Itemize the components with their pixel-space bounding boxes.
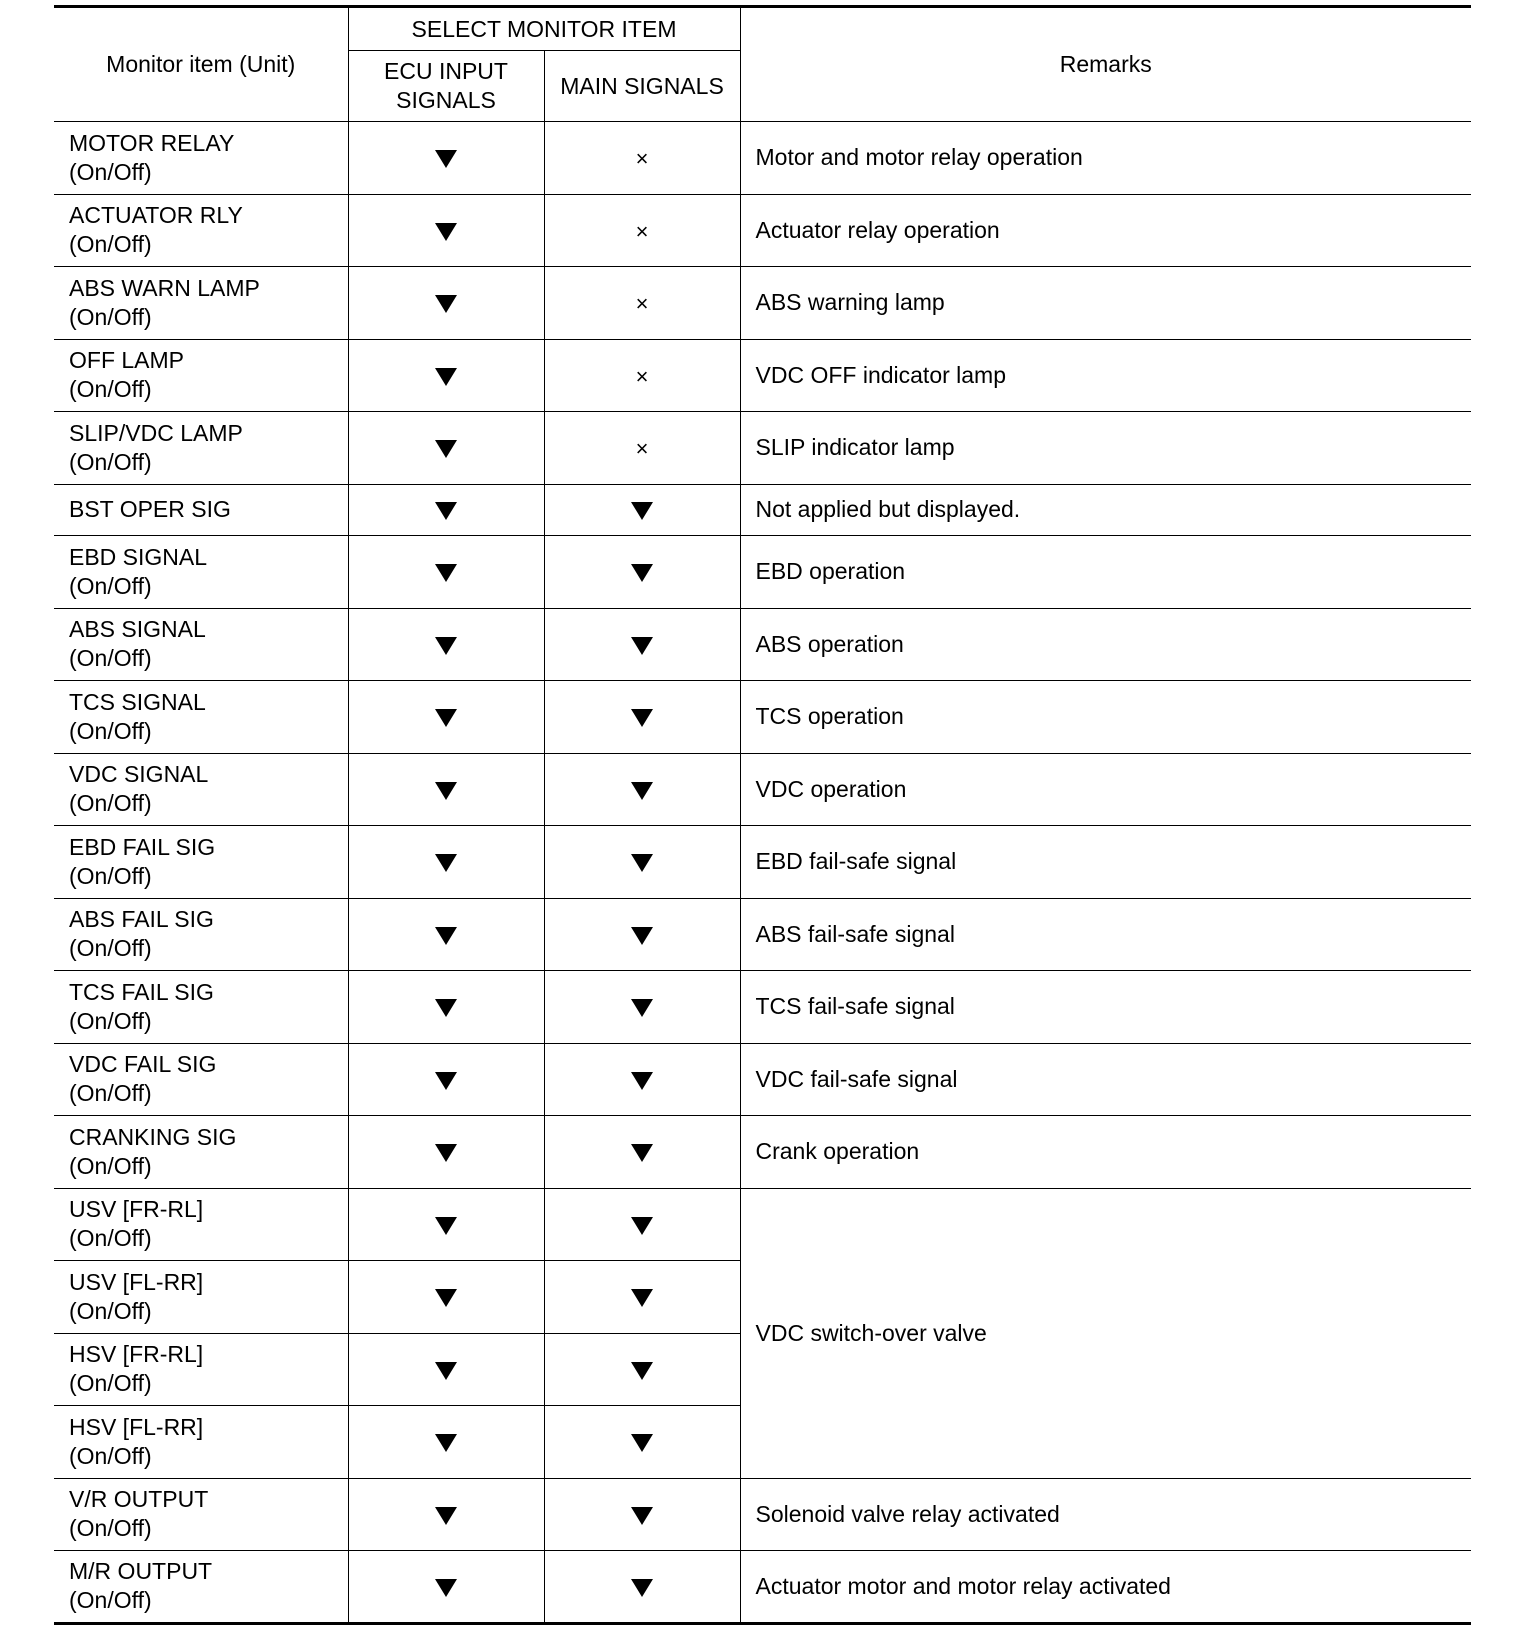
monitor-item-name: USV [FL-RR] [69, 1268, 204, 1295]
ecu-input-mark-cell [348, 412, 544, 485]
ecu-input-mark-cell [348, 1116, 544, 1189]
ecu-input-mark-cell [348, 1043, 544, 1116]
table-row [54, 971, 1471, 1044]
main-signals-mark-cell [544, 1551, 740, 1624]
ecu-input-mark-selected-icon [435, 854, 457, 872]
main-signals-mark-selected-icon [631, 1144, 653, 1162]
monitor-item-name: ABS WARN LAMP [69, 274, 260, 301]
main-signals-mark-selected-icon [631, 709, 653, 727]
ecu-input-mark-selected-icon [435, 368, 457, 386]
ecu-input-mark-cell [348, 339, 544, 412]
monitor-item-cell [54, 1188, 348, 1261]
monitor-item-cell [54, 1478, 348, 1551]
monitor-item-unit: (On/Off) [69, 448, 152, 475]
main-signals-mark-selected-icon [631, 854, 653, 872]
remarks-cell: Actuator relay operation [740, 194, 1471, 267]
monitor-item-name: MOTOR RELAY [69, 129, 235, 156]
table-row [54, 412, 1471, 485]
monitor-item-cell [54, 339, 348, 412]
monitor-item-unit: (On/Off) [69, 645, 152, 672]
main-signals-mark-selected-icon [631, 782, 653, 800]
table-row [54, 267, 1471, 340]
remarks-cell: Actuator motor and motor relay activated [740, 1551, 1471, 1624]
main-signals-mark-cell [544, 1116, 740, 1189]
table-row [54, 753, 1471, 826]
monitor-item-cell [54, 826, 348, 899]
header-ecu-input-signals [348, 51, 544, 122]
ecu-input-mark-cell [348, 194, 544, 267]
ecu-input-mark-cell [348, 971, 544, 1044]
monitor-item-name: ABS SIGNAL [69, 616, 206, 643]
ecu-input-mark-selected-icon [435, 1507, 457, 1525]
monitor-item-cell [54, 753, 348, 826]
remarks-cell: Not applied but displayed. [740, 484, 1471, 536]
monitor-item-cell [54, 971, 348, 1044]
monitor-item-name: TCS SIGNAL [69, 688, 206, 715]
ecu-input-mark-selected-icon [435, 223, 457, 241]
ecu-input-mark-cell [348, 1478, 544, 1551]
monitor-item-cell [54, 1116, 348, 1189]
main-signals-mark-cell [544, 122, 740, 195]
ecu-input-mark-selected-icon [435, 999, 457, 1017]
remarks-cell: VDC OFF indicator lamp [740, 339, 1471, 412]
main-signals-mark-cell [544, 826, 740, 899]
ecu-input-mark-selected-icon [435, 502, 457, 520]
monitor-item-unit: (On/Off) [69, 1442, 152, 1469]
ecu-input-mark-cell [348, 898, 544, 971]
ecu-input-mark-selected-icon [435, 295, 457, 313]
ecu-input-mark-cell [348, 826, 544, 899]
monitor-item-cell [54, 484, 348, 536]
table-row [54, 1551, 1471, 1624]
main-signals-mark-selected-icon [631, 1434, 653, 1452]
ecu-input-mark-selected-icon [435, 440, 457, 458]
main-signals-mark-selected-icon [631, 1072, 653, 1090]
table-row [54, 194, 1471, 267]
remarks-cell: Solenoid valve relay activated [740, 1478, 1471, 1551]
remarks-cell: Motor and motor relay operation [740, 122, 1471, 195]
main-signals-mark-cell [544, 484, 740, 536]
ecu-input-mark-cell [348, 1188, 544, 1261]
remarks-cell: ABS fail-safe signal [740, 898, 1471, 971]
ecu-input-mark-selected-icon [435, 150, 457, 168]
ecu-input-mark-selected-icon [435, 1217, 457, 1235]
monitor-item-name: OFF LAMP [69, 347, 185, 374]
ecu-input-mark-cell [348, 1551, 544, 1624]
monitor-item-name: BST OPER SIG [69, 496, 231, 523]
monitor-item-name: V/R OUTPUT [69, 1486, 209, 1513]
table-row [54, 339, 1471, 412]
ecu-input-mark-selected-icon [435, 1434, 457, 1452]
ecu-input-mark-cell [348, 753, 544, 826]
monitor-item-unit: (On/Off) [69, 158, 152, 185]
ecu-input-mark-selected-icon [435, 1579, 457, 1597]
monitor-item-unit: (On/Off) [69, 1297, 152, 1324]
main-signals-mark-cell [544, 194, 740, 267]
ecu-input-mark-cell [348, 1406, 544, 1479]
remarks-cell: EBD operation [740, 536, 1471, 609]
monitor-item-unit: (On/Off) [69, 862, 152, 889]
table-row [54, 681, 1471, 754]
ecu-input-mark-cell [348, 1261, 544, 1334]
remarks-cell: VDC switch-over valve [740, 1188, 1471, 1478]
monitor-item-cell [54, 1261, 348, 1334]
ecu-input-mark-selected-icon [435, 1289, 457, 1307]
remarks-cell: ABS operation [740, 608, 1471, 681]
main-signals-mark-cell [544, 1478, 740, 1551]
ecu-input-mark-cell [348, 267, 544, 340]
main-signals-mark-cross-icon: × [635, 291, 649, 317]
monitor-item-cell [54, 1406, 348, 1479]
main-signals-mark-selected-icon [631, 637, 653, 655]
monitor-item-name: ABS FAIL SIG [69, 906, 214, 933]
table-row [54, 1478, 1471, 1551]
monitor-item-table [54, 5, 1471, 1625]
main-signals-mark-selected-icon [631, 927, 653, 945]
monitor-item-name: VDC FAIL SIG [69, 1051, 217, 1078]
main-signals-mark-cell [544, 753, 740, 826]
monitor-item-name: TCS FAIL SIG [69, 978, 214, 1005]
table-row [54, 1116, 1471, 1189]
main-signals-mark-selected-icon [631, 999, 653, 1017]
monitor-item-unit: (On/Off) [69, 1225, 152, 1252]
table-row [54, 122, 1471, 195]
main-signals-mark-selected-icon [631, 1217, 653, 1235]
table-body [54, 122, 1471, 1624]
ecu-input-mark-selected-icon [435, 564, 457, 582]
remarks-cell: ABS warning lamp [740, 267, 1471, 340]
monitor-item-cell [54, 1043, 348, 1116]
main-signals-mark-cell [544, 536, 740, 609]
monitor-item-cell [54, 536, 348, 609]
ecu-input-mark-selected-icon [435, 1362, 457, 1380]
main-signals-mark-cell [544, 608, 740, 681]
monitor-item-name: M/R OUTPUT [69, 1558, 213, 1585]
main-signals-mark-selected-icon [631, 1507, 653, 1525]
monitor-item-unit: (On/Off) [69, 1007, 152, 1034]
ecu-input-mark-cell [348, 1333, 544, 1406]
monitor-item-cell [54, 1551, 348, 1624]
main-signals-mark-cell [544, 1043, 740, 1116]
monitor-item-name: VDC SIGNAL [69, 761, 209, 788]
ecu-input-mark-cell [348, 536, 544, 609]
table-row [54, 536, 1471, 609]
main-signals-mark-cross-icon: × [635, 218, 649, 244]
monitor-item-name: HSV [FR-RL] [69, 1341, 204, 1368]
monitor-item-unit: (On/Off) [69, 717, 152, 744]
monitor-item-cell [54, 194, 348, 267]
monitor-item-name: SLIP/VDC LAMP [69, 419, 243, 446]
ecu-input-mark-cell [348, 608, 544, 681]
monitor-item-cell [54, 1333, 348, 1406]
monitor-item-name: HSV [FL-RR] [69, 1413, 204, 1440]
main-signals-mark-selected-icon [631, 1289, 653, 1307]
monitor-item-unit: (On/Off) [69, 231, 152, 258]
main-signals-mark-cell [544, 412, 740, 485]
monitor-item-unit: (On/Off) [69, 376, 152, 403]
table-row [54, 1188, 1471, 1261]
main-signals-mark-cell [544, 1188, 740, 1261]
main-signals-mark-selected-icon [631, 1579, 653, 1597]
main-signals-mark-cell [544, 267, 740, 340]
monitor-item-name: EBD FAIL SIG [69, 833, 216, 860]
header-ecu-input-line-2: SIGNALS [396, 87, 496, 113]
remarks-cell: VDC fail-safe signal [740, 1043, 1471, 1116]
monitor-item-cell [54, 608, 348, 681]
main-signals-mark-selected-icon [631, 502, 653, 520]
ecu-input-mark-cell [348, 122, 544, 195]
remarks-cell: SLIP indicator lamp [740, 412, 1471, 485]
table-row [54, 1043, 1471, 1116]
monitor-item-unit: (On/Off) [69, 303, 152, 330]
monitor-item-name: CRANKING SIG [69, 1123, 237, 1150]
table-row [54, 608, 1471, 681]
monitor-item-unit: (On/Off) [69, 1370, 152, 1397]
table-row [54, 826, 1471, 899]
header-monitor-item: Monitor item (Unit) [54, 7, 348, 122]
main-signals-mark-cross-icon: × [635, 363, 649, 389]
monitor-item-cell [54, 412, 348, 485]
main-signals-mark-cell [544, 898, 740, 971]
ecu-input-mark-selected-icon [435, 782, 457, 800]
main-signals-mark-cross-icon: × [635, 146, 649, 172]
ecu-input-mark-selected-icon [435, 637, 457, 655]
main-signals-mark-selected-icon [631, 1362, 653, 1380]
remarks-cell: EBD fail-safe signal [740, 826, 1471, 899]
ecu-input-mark-selected-icon [435, 927, 457, 945]
remarks-cell: Crank operation [740, 1116, 1471, 1189]
main-signals-mark-cell [544, 971, 740, 1044]
main-signals-mark-cell [544, 1261, 740, 1334]
remarks-cell: VDC operation [740, 753, 1471, 826]
monitor-item-unit: (On/Off) [69, 935, 152, 962]
main-signals-mark-cell [544, 681, 740, 754]
monitor-item-cell [54, 122, 348, 195]
header-select-monitor-item: SELECT MONITOR ITEM [348, 7, 740, 51]
main-signals-mark-cell [544, 1333, 740, 1406]
monitor-item-name: EBD SIGNAL [69, 543, 208, 570]
ecu-input-mark-selected-icon [435, 1072, 457, 1090]
main-signals-mark-cell [544, 1406, 740, 1479]
remarks-cell: TCS operation [740, 681, 1471, 754]
monitor-item-cell [54, 898, 348, 971]
ecu-input-mark-cell [348, 681, 544, 754]
ecu-input-mark-selected-icon [435, 1144, 457, 1162]
table-row [54, 898, 1471, 971]
monitor-item-unit: (On/Off) [69, 1515, 152, 1542]
monitor-item-unit: (On/Off) [69, 1080, 152, 1107]
monitor-item-unit: (On/Off) [69, 1587, 152, 1614]
remarks-cell: TCS fail-safe signal [740, 971, 1471, 1044]
header-remarks: Remarks [740, 7, 1471, 122]
monitor-item-unit: (On/Off) [69, 790, 152, 817]
main-signals-mark-selected-icon [631, 564, 653, 582]
table-row [54, 484, 1471, 536]
monitor-item-cell [54, 267, 348, 340]
monitor-item-unit: (On/Off) [69, 572, 152, 599]
monitor-item-name: ACTUATOR RLY [69, 202, 243, 229]
main-signals-mark-cross-icon: × [635, 436, 649, 462]
header-main-signals: MAIN SIGNALS [544, 51, 740, 122]
ecu-input-mark-cell [348, 484, 544, 536]
header-ecu-input-line-1: ECU INPUT [384, 58, 508, 84]
monitor-item-unit: (On/Off) [69, 1152, 152, 1179]
ecu-input-mark-selected-icon [435, 709, 457, 727]
main-signals-mark-cell [544, 339, 740, 412]
monitor-item-cell [54, 681, 348, 754]
monitor-item-name: USV [FR-RL] [69, 1196, 204, 1223]
